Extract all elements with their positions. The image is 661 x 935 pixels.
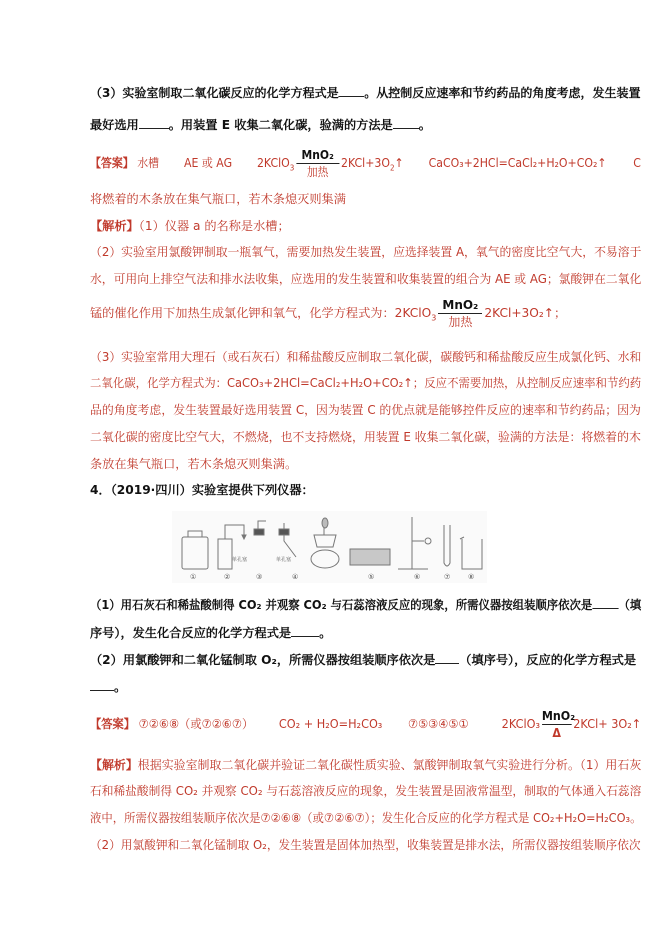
answer-value: CO₂ + H₂O=H₂CO₃	[278, 717, 383, 731]
q4-sub2-line-1	[90, 651, 636, 669]
equation-left: 2KClO	[256, 156, 290, 170]
apparatus-label: ①	[190, 573, 197, 581]
analysis-text: 锰的催化作用下加热生成氯化钾和氧气，化学方程式为：2KClO	[90, 306, 432, 320]
q3-text: 最好选用	[90, 118, 139, 132]
apparatus-label: ③	[256, 573, 263, 581]
analysis-text: （2）实验室用氯酸钾制取一瓶氧气，需要加热发生装置，应选择装置 A，氧气的密度比空气大，不易溶于	[90, 245, 642, 259]
apparatus-label: ⑥	[414, 573, 421, 581]
answer-blank[interactable]	[339, 84, 365, 97]
answer-1-line: 【答案】 水槽 AE 或 AG 2KClO$_3$ $\frac{\text{MnO₂}}{\text{加热}}$ $2KCl+3O_2↑$ CaCO₃+2HCl=CaCl₂+H₂O+CO₂↑ C	[90, 148, 641, 179]
q4-text: （2）用氯酸钾和二氧化锰制取 O₂，所需仪器按组装顺序依次是	[90, 653, 436, 667]
apparatus-label: ④	[292, 573, 299, 581]
q4-text: 。	[319, 626, 332, 640]
reaction-condition: $\frac{\text{MnO₂}}{\Delta}$	[541, 709, 576, 740]
analysis-tag: 【解析】	[90, 219, 139, 233]
apparatus-label: ②	[224, 573, 231, 581]
stopper-label: 单孔塞	[232, 557, 248, 563]
q4-sub1-line-1	[90, 596, 641, 614]
water-trough-icon	[350, 549, 390, 565]
analysis-tag: 【解析】	[90, 758, 138, 772]
answer-value: 水槽	[137, 156, 160, 170]
answer-blank[interactable]	[393, 116, 419, 129]
analysis-text: 石和稀盐酸制得 CO₂ 并观察 CO₂ 与石蕊溶液反应的现象，发生装置是固液常温型，制取的气体通入石蕊溶	[90, 784, 642, 798]
analysis-text: 2KCl+3O₂↑；	[484, 306, 567, 320]
answer-blank[interactable]	[592, 596, 618, 609]
analysis-text: 条放在集气瓶口，若木条熄灭则集满。	[90, 457, 298, 471]
analysis-text: 二氧化碳，化学方程式为：CaCO₃+2HCl=CaCl₂+H₂O+CO₂↑；反应不需要加热，从控制反应速率和节约药	[90, 376, 642, 390]
q4-title: 4．（2019·四川）实验室提供下列仪器：	[90, 483, 314, 497]
analysis-text: （1）仪器 a 的名称是水槽；	[138, 219, 290, 233]
q4-text: （填	[618, 598, 642, 612]
q3-text: （3）实验室制取二氧化碳反应的化学方程式是	[90, 86, 339, 100]
analysis-text: 水，可用向上排空气法和排水法收集，应选用的发生装置和收集装置的组合为 AE 或 AG；氯酸钾在二氧化	[90, 272, 642, 286]
apparatus-label: ⑦	[444, 573, 451, 581]
reaction-condition: $\frac{\text{MnO₂}}{\text{加热}}$	[296, 148, 339, 179]
answer-2-line	[90, 706, 641, 742]
answer-1-line-2: 将燃着的木条放在集气瓶口，若木条熄灭则集满	[90, 192, 346, 206]
stopper-label: 单孔塞	[276, 557, 292, 563]
analysis-text: （3）实验室常用大理石（或石灰石）和稀盐酸反应制取二氧化碳，碳酸钙和稀盐酸反应生成氯化钙、水和	[90, 350, 642, 364]
answer-value: AE 或 AG	[184, 156, 233, 170]
q4-sub2-line-2	[90, 678, 126, 696]
answer-value: CaCO₃+2HCl=CaCl₂+H₂O+CO₂↑	[428, 156, 607, 170]
q4-text: （填序号），反应的化学方程式是	[459, 653, 637, 667]
answer-tag: 【答案】	[90, 156, 134, 170]
q3-text: 。用装置 E 收集二氧化碳，验满的方法是	[168, 118, 393, 132]
apparatus-figure	[172, 511, 487, 583]
analysis-text: 液中，所需仪器按组装顺序依次是⑦②⑥⑧（或⑦②⑥⑦）；发生化合反应的化学方程式是 CO₂+H₂O=H₂CO₃。	[90, 811, 642, 825]
q4-text: 序号），发生化合反应的化学方程式是	[90, 626, 292, 640]
answer-blank[interactable]	[90, 678, 114, 691]
analysis-text: 根据实验室制取二氧化碳并验证二氧化碳性质实验、氯酸钾制取氧气实验进行分析。（1）用石灰	[137, 758, 642, 772]
apparatus-label: ⑤	[368, 573, 375, 581]
equation-right: 2KCl+ 3O₂↑	[573, 717, 642, 731]
analysis-text: 品的角度考虑，发生装置最好选用装置 C，因为装置 C 的优点就是能够控件反应的速率和节约药品；因为	[90, 403, 641, 417]
answer-value: ⑦⑤③④⑤①	[407, 717, 469, 731]
q3-text: 。从控制反应速率和节约药品的角度考虑，发生装置	[364, 86, 641, 100]
analysis-1-line-1	[90, 217, 290, 235]
apparatus-label: ⑧	[468, 573, 475, 581]
q3-line-2	[90, 116, 431, 134]
q4-sub1-line-2	[90, 624, 331, 642]
analysis-2-line-1	[90, 756, 641, 774]
q3-line-1	[90, 84, 641, 102]
q4-text: 。	[114, 680, 127, 694]
reaction-condition: $\frac{\text{MnO₂}}{\text{加热}}$	[438, 298, 482, 329]
equation-right: 2KCl+3O	[341, 156, 390, 170]
answer-tag: 【答案】	[90, 717, 136, 731]
q3-text: 。	[418, 118, 431, 132]
answer-blank[interactable]	[139, 116, 169, 129]
answer-blank[interactable]	[435, 651, 459, 664]
analysis-text: 二氧化碳的密度比空气大，不燃烧，也不支持燃烧，用装置 E 收集二氧化碳，验满的方法是：将燃着的木	[90, 430, 641, 444]
answer-value: ⑦②⑥⑧（或⑦②⑥⑦）	[138, 717, 254, 731]
q4-text: （1）用石灰石和稀盐酸制得 CO₂ 并观察 CO₂ 与石蕊溶液反应的现象，所需仪器按组装顺序依次是	[90, 598, 593, 612]
answer-blank[interactable]	[291, 624, 319, 637]
analysis-equation-line: 锰的催化作用下加热生成氯化钾和氧气，化学方程式为：2KClO$_3$ $\frac{\text{MnO₂}}{\text{加热}}$ 2KCl+3O₂↑；	[90, 298, 567, 329]
equation-left: 2KClO₃	[501, 717, 540, 731]
answer-value: C	[633, 156, 641, 170]
analysis-text: （2）用氯酸钾和二氧化锰制取 O₂，发生装置是固体加热型，收集装置是排水法，所需仪器按组装顺序依次	[90, 838, 641, 852]
